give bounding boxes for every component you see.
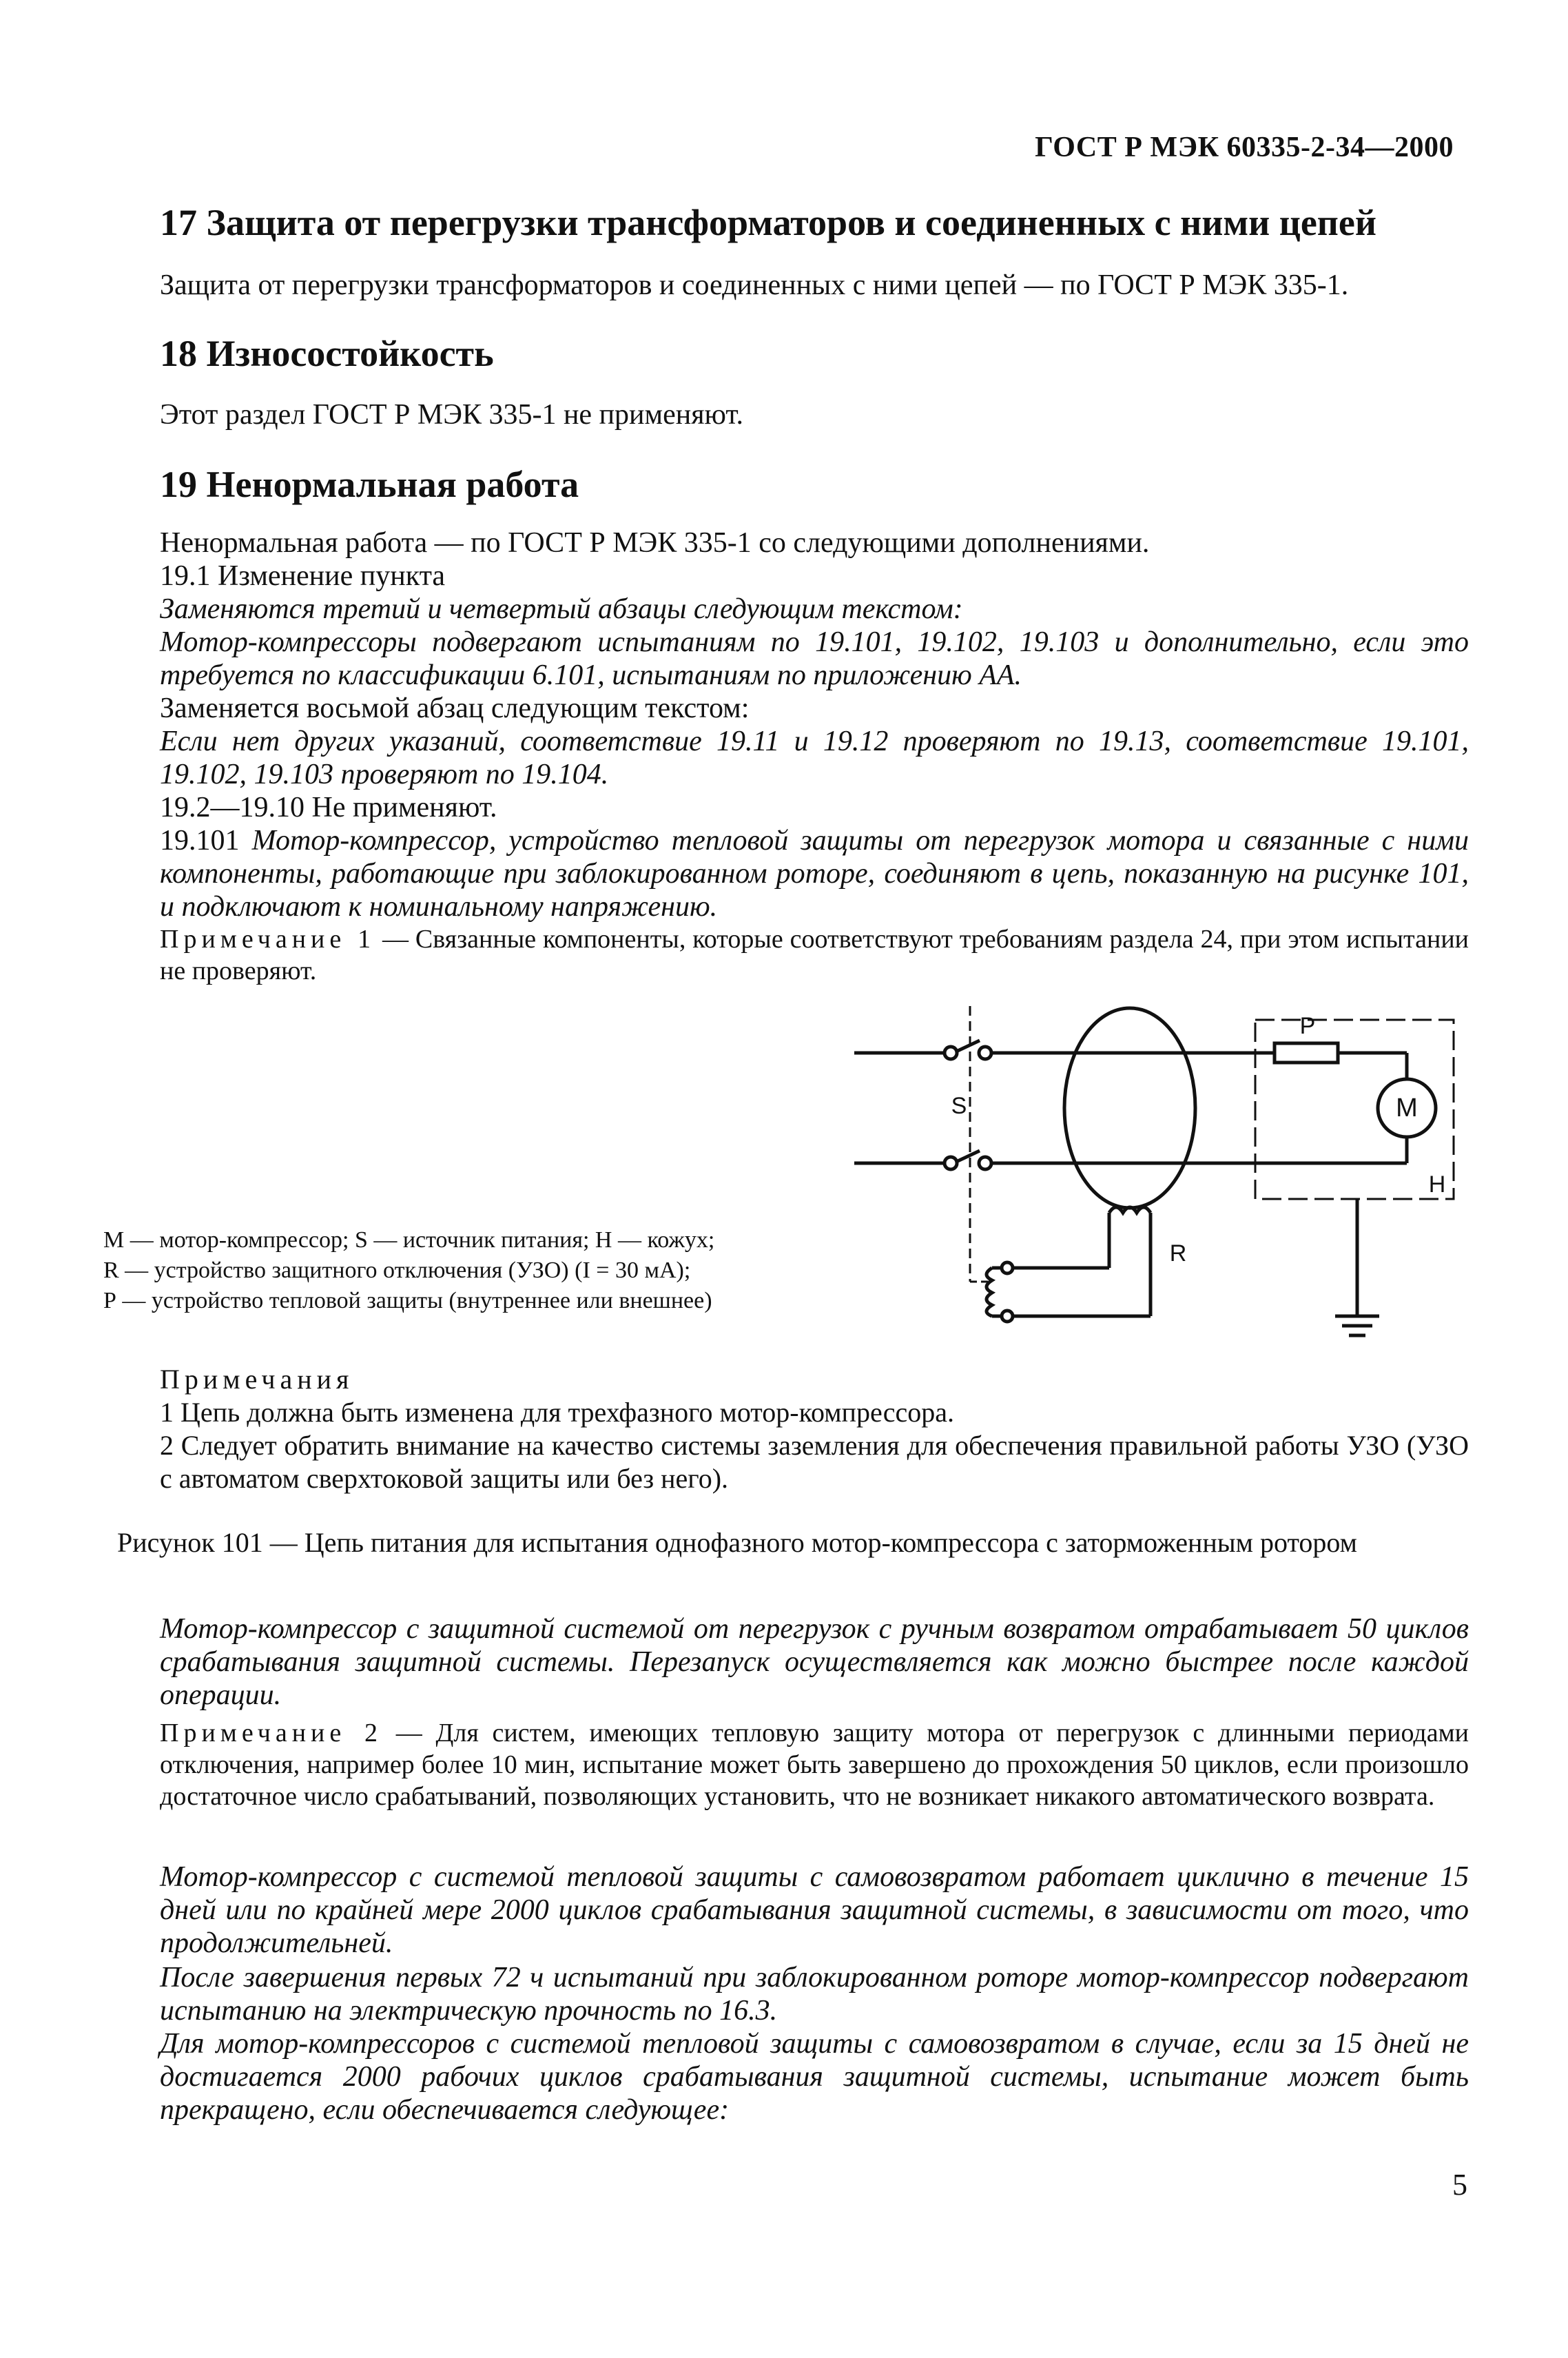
figure-note-1: 1 Цепь должна быть изменена для трехфазного мотор-компрессора.: [160, 1397, 954, 1428]
switch-contact-bottom-right: [979, 1157, 991, 1169]
note-1-label: Примечание 1: [160, 925, 376, 954]
document-header-id: ГОСТ Р МЭК 60335-2-34—2000: [1035, 132, 1454, 163]
section-19-heading: 19 Ненормальная работа: [160, 464, 579, 505]
rcd-toroid-core: [1064, 1008, 1195, 1208]
switch-blade-bottom: [956, 1151, 980, 1162]
clause-19-1-compliance: Если нет других указаний, соответствие 19.11 и 19.12 проверяют по 19.13, соответствие 19.101, 19.102, 19.103 проверяют по 19.104.: [160, 726, 1469, 790]
section-17-heading: 17 Защита от перегрузки трансформаторов и соединенных с ними цепей: [160, 202, 1376, 243]
figure-notes-title: Примечания: [160, 1364, 354, 1395]
legend-line-1: М — мотор-компрессор; S — источник питания; Н — кожух;: [103, 1227, 715, 1253]
label-p: P: [1299, 1013, 1316, 1039]
clause-19-101: [160, 824, 1469, 923]
after-72h-paragraph: После завершения первых 72 ч испытаний при заблокированном роторе мотор-компрессор подвергают испытанию на электрическую прочность по 16.3.: [160, 1962, 1469, 2027]
rcd-trip-coil: [987, 1268, 992, 1316]
clause-19-1: 19.1 Изменение пункта: [160, 560, 446, 592]
note-2-label: Примечание 2: [160, 1719, 382, 1747]
circuit-diagram: [847, 992, 1481, 1351]
stop-condition-paragraph: Для мотор-компрессоров с системой тепловой защиты с самовозвратом в случае, если за 15 дней не достигается 2000 рабочих циклов срабатывания защитной системы, испытание может быть прекращено, если обеспечивается следующее:: [160, 2028, 1469, 2126]
thermal-protector-p: [1275, 1043, 1338, 1063]
legend-line-3: Р — устройство тепловой защиты (внутреннее или внешнее): [103, 1288, 712, 1313]
clause-19-101-number: 19.101: [160, 825, 240, 857]
legend-line-2: R — устройство защитного отключения (УЗО) (I = 30 мА);: [103, 1258, 691, 1283]
clause-19-1-motor-compressor-tests: Мотор-компрессоры подвергают испытаниям по 19.101, 19.102, 19.103 и дополнительно, если это требуется по классификации 6.101, испытаниям по приложению АА.: [160, 626, 1469, 691]
figure-notes: [160, 1363, 1469, 1495]
figure-legend: [103, 1225, 792, 1316]
section-18-body: Этот раздел ГОСТ Р МЭК 335-1 не применяют.: [160, 399, 744, 431]
switch-blade-top: [956, 1040, 980, 1052]
rcd-sense-coil: [1109, 1207, 1151, 1213]
label-r: R: [1169, 1240, 1187, 1267]
figure-note-2: 2 Следует обратить внимание на качество системы заземления для обеспечения правильной работы УЗО (УЗО с автоматом сверхтоковой защиты или без него).: [160, 1430, 1469, 1494]
clause-19-101-text: Мотор-компрессор, устройство тепловой защиты от перегрузок мотора и связанные с ними компоненты, работающие при заблокированном роторе, соединяют в цепь, показанную на рисунке 101, и подключают к номинальному напряжению.: [160, 825, 1469, 923]
page-number: 5: [1452, 2168, 1467, 2202]
switch-contact-top-left: [945, 1047, 957, 1059]
label-m: M: [1396, 1094, 1418, 1122]
section-18-heading: 18 Износостойкость: [160, 333, 494, 374]
figure-101-caption: Рисунок 101 — Цепь питания для испытания однофазного мотор-компрессора с заторможенным ротором: [117, 1527, 1357, 1558]
manual-reset-paragraph: Мотор-компрессор с защитной системой от перегрузок с ручным возвратом отрабатывает 50 циклов срабатывания защитной системы. Перезапуск осуществляется как можно быстрее после каждой операции.: [160, 1613, 1469, 1711]
clause-19-1-replace-eighth: Заменяется восьмой абзац следующим текстом:: [160, 693, 750, 724]
switch-contact-top-right: [979, 1047, 991, 1059]
switch-contact-bottom-left: [945, 1157, 957, 1169]
relay-contact-bottom: [1002, 1311, 1013, 1322]
note-1: [160, 923, 1469, 987]
clause-19-1-replace-paragraphs: Заменяются третий и четвертый абзацы следующим текстом:: [160, 593, 963, 625]
section-17-body: Защита от перегрузки трансформаторов и соединенных с ними цепей — по ГОСТ Р МЭК 335-1.: [160, 269, 1349, 301]
label-s: S: [951, 1093, 967, 1119]
auto-reset-paragraph: Мотор-компрессор с системой тепловой защиты с самовозвратом работает циклично в течение 15 дней или по крайней мере 2000 циклов срабатывания защитной системы, в зависимости от того, что продолжительней.: [160, 1861, 1469, 1959]
note-2: [160, 1717, 1469, 1812]
clauses-19-2-19-10: 19.2—19.10 Не применяют.: [160, 792, 497, 823]
section-19-intro: Ненормальная работа — по ГОСТ Р МЭК 335-1 со следующими дополнениями.: [160, 527, 1150, 559]
note-1-text: — Связанные компоненты, которые соответствуют требованиям раздела 24, при этом испытании не проверяют.: [160, 925, 1469, 985]
note-2-text: — Для систем, имеющих тепловую защиту мотора от перегрузок с длинными периодами отключения, например более 10 мин, испытание может быть завершено до прохождения 50 циклов, если произошло достаточное число срабатываний, позволяющих установить, что не возникает никакого автоматического возврата.: [160, 1719, 1469, 1811]
housing-h-outline: [1255, 1020, 1454, 1199]
label-h: H: [1428, 1171, 1446, 1198]
relay-contact-top: [1002, 1262, 1013, 1273]
